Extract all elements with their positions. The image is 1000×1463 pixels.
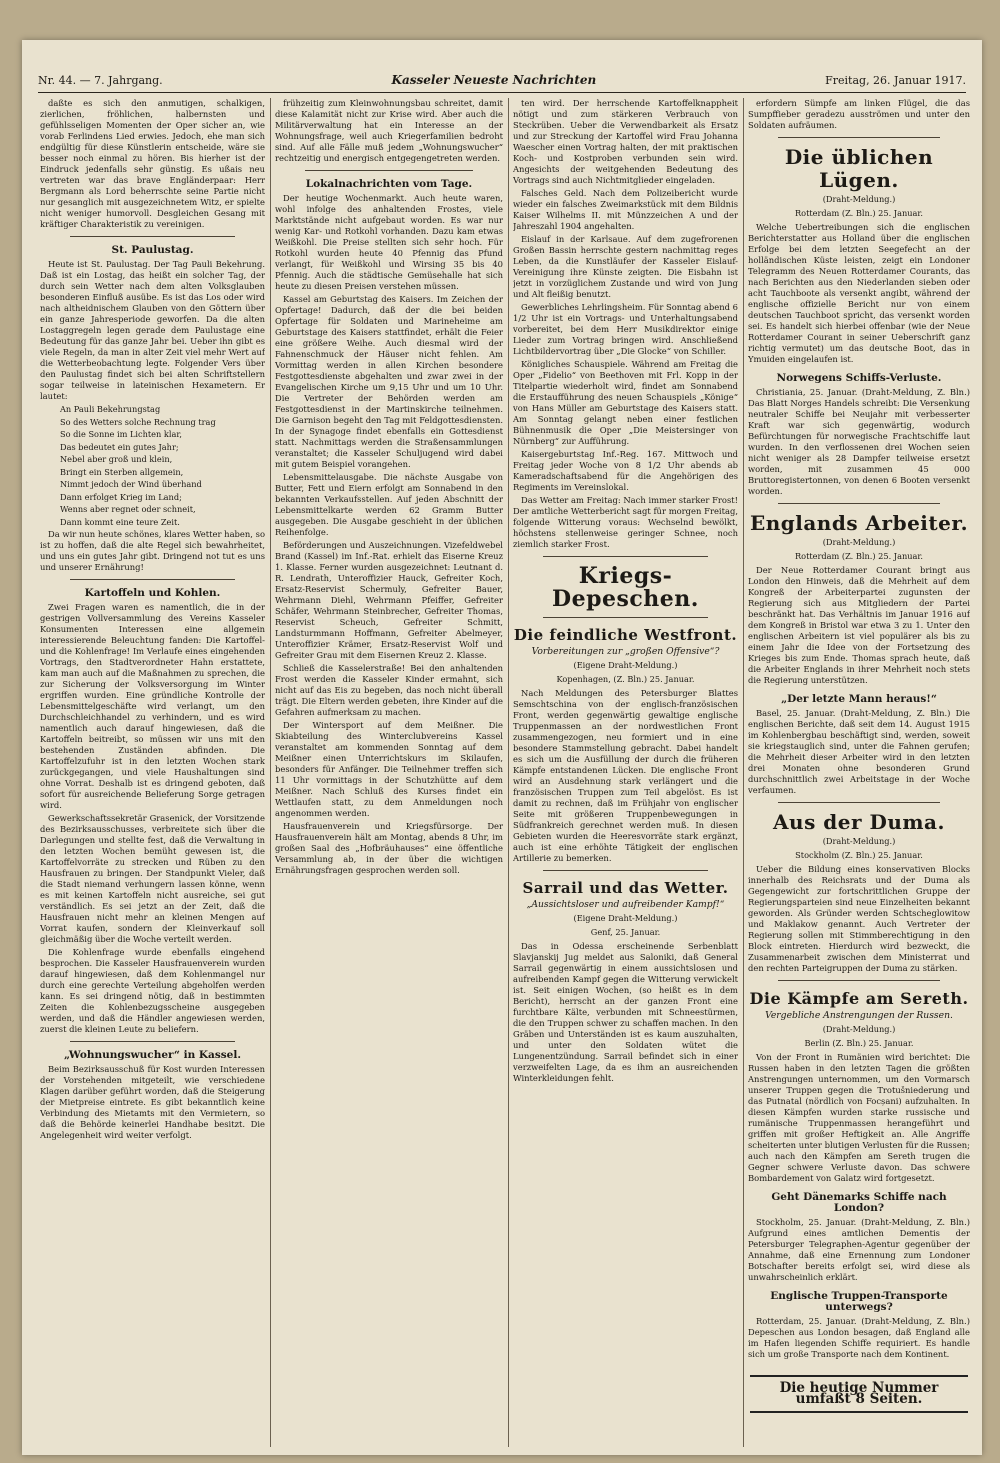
separator: [778, 802, 940, 803]
wire-note: (Eigene Draht-Meldung.): [573, 913, 678, 923]
article-text: Da wir nun heute schönes, klares Wetter haben, so ist zu hoffen, daß die alte Regel sich bewahrheitet, und uns ein gutes Jahr gibt. Dringend not tut es uns und unserer Ernährung!: [40, 529, 265, 572]
poem-line: So die Sonne im Lichten klar,: [60, 429, 182, 439]
dateline: Kopenhagen, (Z. Bln.) 25. Januar.: [556, 674, 695, 684]
article-text: Der Neue Rotterdamer Courant bringt aus London den Hinweis, daß die Mehrheit auf dem Kongreß der Arbeiterpartei zugunsten der Regierung sich aus Mitgliedern der Partei beschränkt hat. Das Verhältnis im Januar 1916 auf dem Kongreß in Bristol war etwa 3 zu 1. Unter den englischen Arbeitern ist viel populärer als bis zu einem Jahr die Idee von der Fortsetzung des Krieges bis zum Ende. Thomas sprach heute, daß die Arbeiter Englands in ihrer Mehrheit noch stets die Regierung unterstützen.: [748, 565, 970, 685]
article-text: Kaisergeburtstag Inf.-Reg. 167. Mittwoch und Freitag jeder Woche von 8 1/2 Uhr abends ab Kameradschaftsabend für die Angehörigen des Regiments im Vereinslokal.: [513, 449, 738, 492]
banner-kriegs-depeschen: Kriegs-Depeschen.: [552, 563, 699, 612]
headline-sarrail: Sarrail und das Wetter.: [522, 879, 729, 897]
article-text: Gewerbliches Lehrlingsheim. Für Sonntag abend 6 1/2 Uhr ist ein Vortrags- und Unterhaltungsabend vorbereitet, bei dem Herr Musikdirektor einige Lieder zum Vortrag bringen wird. Anschließend Lichtbildervortrag über „Die Glocke“ von Schiller.: [513, 302, 738, 356]
wire-note: (Draht-Meldung.): [822, 194, 896, 204]
article-text: Beim Bezirksausschuß für Kost wurden Interessen der Vorstehenden mitgeteilt, wie verschiedene Klagen darüber geführt worden, daß die Steigerung der Mietpreise eintrete. Es gibt bekanntlich keine Verbindung des Mietamts mit den Vermietern, so daß die Behörde keinerlei Handhabe besitzt. Die Angelegenheit wird weiter verfolgt.: [40, 1064, 265, 1140]
page-header: [38, 68, 966, 93]
article-text: Gewerkschaftssekretär Grasenick, der Vorsitzende des Bezirksausschusses, verbreitete sich über die Darlegungen und stellte fest, daß die Verwaltung in den letzten Wochen bemüht gewesen ist, die Kartoffelvorräte zu strecken und Rüben zu den Hausfrauen zu bringen. Der Standpunkt Vieler, daß die Stadt niemand verhungern lassen könne, wenn es mit keinen Kartoffeln nicht ausreiche, sei gut verständlich. Es sei jetzt an der Zeit, daß die Hausfrauen nicht mehr an kleinen Mengen auf Vorrat kaufen, sondern der Kleinverkauf soll gleichmäßig über die Woche verteilt werden.: [40, 813, 265, 944]
article-text: Rotterdam, 25. Januar. (Draht-Meldung, Z. Bln.) Depeschen aus London besagen, daß England alle im Hafen liegenden Schiffe requiriert. Es handle sich um große Transporte nach dem Kontinent.: [748, 1316, 970, 1359]
dateline: Genf, 25. Januar.: [590, 927, 661, 937]
headline-kartoffeln: Kartoffeln und Kohlen.: [84, 587, 221, 599]
article-text: Zwei Fragen waren es namentlich, die in der gestrigen Vollversammlung des Vereins Kasseler Konsumenten Interessen eine allgemein interessierende Beleuchtung fanden: Die Kartoffel- und die Kohlenfrage! Im Verlaufe eines eingehenden Vortrags, den Stadtverordneter Hahn erstattete, kam man auch auf die Maßnahmen zu sprechen, die zur Sicherung der Volksversorgung im Winter ergriffen wurden. Eine gründliche Kontrolle der Lebensmittelgeschäfte wird verlangt, um den Durchschleichhandel zu verhindern, und es wird namentlich auch darauf hingewiesen, daß die Kartoffeln beitreibt, so müssen wir uns mit den bestehenden Zuständen abfinden. Die Kartoffelzufuhr ist in den letzten Wochen stark zurückgegangen, und viele Haushaltungen sind ohne Vorrat. Deshalb ist es dringend geboten, daß sofort für ausreichende Belieferung Sorge getragen wird.: [40, 602, 265, 810]
dateline: Rotterdam (Z. Bln.) 25. Januar.: [794, 208, 923, 218]
issue-number: Nr. 44. — 7. Jahrgang.: [38, 73, 163, 87]
article-text: Hausfrauenverein und Kriegsfürsorge. Der Hausfrauenverein hält am Montag, abends 8 Uhr, im großen Saal des „Hofbräuhauses“ eine öffentliche Versammlung ab, in der über die wichtigen Ernährungsfragen gesprochen werden soll.: [275, 821, 503, 875]
article-text: Falsches Geld. Nach dem Polizeibericht wurde wieder ein falsches Zweimarkstück mit dem Bildnis Kaiser Wilhelms II. mit Münzzeichen A und der Jahreszahl 1904 angehalten.: [513, 188, 738, 231]
article-text: Lebensmittelausgabe. Die nächste Ausgabe von Butter, Fett und Eiern erfolgt am Sonnabend in den bekannten Verkaufsstellen. Auf jeden Abschnitt der Lebensmittelkarte werden 62 Gramm Butter ausgegeben. Die Ausgabe geschieht in der üblichen Reihenfolge.: [275, 472, 503, 537]
dateline: Rotterdam (Z. Bln.) 25. Januar.: [794, 551, 923, 561]
article-text: Nach Meldungen des Petersburger Blattes Semschtschina von der englisch-französischen Front, werden gegenwärtig gewaltige englische Truppenmassen an der nordwestlichen Front zusammengezogen, neu formiert und in eine besondere Stammstellung gebracht. Dabei handelt es sich um die Ausfüllung der durch die früheren Kämpfe entstandenen Lücken. Die englische Front wird an Ausdehnung stark verlängert und die französischen Truppen zum Teil abgelöst. Es ist damit zu rechnen, daß im Frühjahr von englischer Seite mit größeren Truppenbewegungen in Südfrankreich gerechnet werden muß. In diesen Gebieten wurden die Heeresvorräte stark ergänzt, auch ist eine erhöhte Tätigkeit der englischen Artillerie zu bemerken.: [513, 688, 738, 863]
poem-line: So des Wetters solche Rechnung trag: [60, 416, 216, 427]
article-text: Das in Odessa erscheinende Serbenblatt Slavjanskij Jug meldet aus Saloniki, daß General Sarrail gegenwärtig in einem aussichtslosen und aufreibenden Kampf gegen die Witterung verwickelt ist. Seit einigen Wochen, (so heißt es in dem Bericht), herrscht an der ganzen Front eine furchtbare Kälte, verbunden mit Schneestürmen, die den Truppen schwer zu schaffen machen. In den Gräben und Unterständen ist es kaum auszuhalten, und unter den Soldaten wütet die Lungenentzündung. Sarrail befindet sich in einer verzweifelten Lage, da es ihm an ausreichenden Winterkleidungen fehlt.: [513, 941, 738, 1083]
wire-note: (Eigene Draht-Meldung.): [573, 660, 678, 670]
poem-line: An Pauli Bekehrungstag: [60, 404, 161, 414]
headline-letzte-mann: „Der letzte Mann heraus!“: [781, 693, 937, 705]
article-text: Der heutige Wochenmarkt. Auch heute waren, wohl infolge des anhaltenden Frostes, viele Marktstände nicht aufgebaut worden. Es war nur wenig Kar- und Rotkohl vorhanden. Dazu kam etwas Weißkohl. Die Preise stellten sich sehr hoch. Für Rotkohl wurden heute 40 Pfennig das Pfund verlangt, für Weißkohl und Wirsing 35 bis 40 Pfennig. Auch die städtische Gemüsehalle hat sich heute zu diesen Preisen verstehen müssen.: [275, 193, 503, 291]
issue-date: Freitag, 26. Januar 1917.: [825, 73, 966, 87]
dateline: Stockholm (Z. Bln.) 25. Januar.: [795, 850, 923, 860]
poem-line: Dann erfolget Krieg im Land;: [60, 491, 182, 502]
article-text: Schließ die Kasselerstraße! Bei den anhaltenden Frost werden die Kasseler Kinder ermahnt, sich nicht auf das Eis zu begeben, das noch nicht überall trägt. Die Eltern werden gebeten, ihre Kinder auf die Gefahren aufmerksam zu machen.: [275, 663, 503, 717]
headline-paulustag: St. Paulustag.: [111, 244, 194, 256]
headline-wohnungswucher: „Wohnungswucher“ in Kassel.: [64, 1049, 241, 1061]
headline-luegen: Die üblichen Lügen.: [784, 145, 934, 192]
separator: [778, 503, 940, 504]
separator: [778, 980, 940, 981]
poem-line: Das bedeutet ein gutes Jahr;: [60, 441, 179, 452]
poem-line: Dann kommt eine teure Zeit.: [60, 516, 180, 527]
separator: [70, 236, 235, 237]
column-1: [40, 98, 265, 1447]
poem-line: Wenns aber regnet oder schneit,: [60, 504, 196, 514]
wire-note: (Draht-Meldung.): [822, 537, 896, 547]
subheadline: Vergebliche Anstrengungen der Russen.: [765, 1010, 953, 1021]
subheadline: Vorbereitungen zur „großen Offensive“?: [531, 646, 720, 657]
poem-line: Nebel aber groß und klein,: [60, 454, 173, 464]
headline-duma: Aus der Duma.: [773, 810, 945, 834]
separator: [778, 137, 940, 138]
article-text: Der Wintersport auf dem Meißner. Die Skiabteilung des Winterclubvereins Kassel veranstaltet am kommenden Sonntag auf dem Meißner einen Unterrichtskurs im Skilaufen, besonders für Anfänger. Die Teilnehmer treffen sich 11 Uhr vormittags in der Schutzhütte auf dem Meißner. Nach Schluß des Kurses findet ein Wettlaufen statt, zu dem Anmeldungen noch angenommen werden.: [275, 720, 503, 818]
separator: [543, 617, 708, 618]
article-text: Beförderungen und Auszeichnungen. Vizefeldwebel Brand (Kassel) im Inf.-Rat. erhielt das Eiserne Kreuz 1. Klasse. Ferner wurden ausgezeichnet: Leutnant d. R. Lendrath, Unteroffizier Hauck, Gefreiter Koch, Ersatz-Reservist Schermuly, Gefreiter Bauer, Wehrmann Diehl, Wehrmann Pfeiffer, Gefreiter Schäfer, Wehrmann Steinbrecher, Gefreiter Thomas, Reservist Scheuch, Gefreiter Schmitt, Landsturmmann Hoffmann, Gefreiter Abelmeyer, Unteroffizier Krämer, Ersatz-Reservist Wolf und Gefreiter Grau mit dem Eisernen Kreuz 2. Klasse.: [275, 540, 503, 660]
column-3: [513, 98, 738, 1447]
separator: [543, 870, 708, 871]
headline-schiffe: Geht Dänemarks Schiffe nach London?: [771, 1191, 947, 1214]
page-count-notice: Die heutige Nummer umfaßt 8 Seiten.: [750, 1375, 968, 1413]
article-text: Von der Front in Rumänien wird berichtet: Die Russen haben in den letzten Tagen die größten Anstrengungen unternommen, um den Vormarsch unserer Truppen gegen die Trotušniederung und das Putnatal (nördlich von Focșani) aufzuhalten. In diesen Kämpfen wurden starke russische und rumänische Truppenmassen herangeführt und griffen mit großer Heftigkeit an. Alle Angriffe scheiterten unter blutigen Verlusten für die Russen; auch nach den Kämpfen am Sereth trugen die Gegner schwere Verluste davon. Das schwere Bombardement von Galatz wird fortgesetzt.: [748, 1052, 970, 1183]
column-4: [748, 98, 970, 1447]
column-rule: [743, 98, 744, 1447]
headline-lokalnachrichten: Lokalnachrichten vom Tage.: [305, 178, 473, 190]
newspaper-page: [22, 40, 982, 1455]
poem-line: Nimmt jedoch der Wind überhand: [60, 479, 202, 489]
headline-westfront: Die feindliche Westfront.: [513, 626, 738, 644]
headline-transporte: Englische Truppen-Transporte unterwegs?: [770, 1290, 948, 1313]
separator: [543, 556, 708, 557]
article-text: ten wird. Der herrschende Kartoffelknappheit nötigt und zum stärkeren Verbrauch von Steckrüben. Ueber die Verwendbarkeit als Ersatz und zur Streckung der Kartoffel wird Frau Johanna Waescher einen Vortrag halten, der mit praktischen Koch- und Kostproben verbunden sein wird. Angesichts der weitgehenden Bedeutung des Vortrags sind auch Nichtmitglieder eingeladen.: [513, 98, 738, 185]
article-text: Ueber die Bildung eines konservativen Blocks innerhalb des Reichsrats und der Duma als Gegengewicht zur fortschrittlichen Gruppe der Regierungsparteien sind neue Einzelheiten bekannt geworden. Als Gründer werden Schtscheglowitow und Maklakow genannt. Auch Vertreter der Regierung sollen mit Stimmberechtigung in den Block eintreten. Hierdurch wird bezweckt, die Zusammenarbeit zwischen dem Ministerrat und den rechten Parteigruppen der Duma zu stärken.: [748, 864, 970, 973]
dateline: Berlin (Z. Bln.) 25. Januar.: [804, 1038, 914, 1048]
separator: [305, 170, 473, 171]
headline-sereth: Die Kämpfe am Sereth.: [749, 989, 969, 1008]
separator: [70, 1041, 235, 1042]
column-rule: [270, 98, 271, 1447]
column-2: [275, 98, 503, 1447]
wire-note: (Draht-Meldung.): [822, 836, 896, 846]
poem-line: Bringt ein Sterben allgemein,: [60, 466, 184, 477]
article-text: Das Wetter am Freitag: Nach immer starker Frost! Der amtliche Wetterbericht sagt für morgen Freitag, folgende Witterung voraus: Wechselnd bewölkt, höchstens stellenweise geringer Schnee, noch ziemlich starker Frost.: [513, 495, 738, 549]
article-text: Eislauf in der Karlsaue. Auf dem zugefrorenen Großen Bassin herrschte gestern nachmittag reges Leben, da die Kunstläufer der Kasseler Eislauf-Vereinigung ihre Künste zeigten. Die Eisbahn ist jetzt in vorzüglichem Zustande und wird von Jung und Alt fleißig benutzt.: [513, 234, 738, 299]
article-text: Königliches Schauspiele. Während am Freitag die Oper „Fidelio“ von Beethoven mit Frl. Kopp in der Titelpartie wiederholt wird, findet am Sonnabend die Erstaufführung des neuen Schauspiels „Könige“ von Hans Müller am Geburtstage des Kaisers statt. Am Sonntag gelangt neben einer festlichen Bühnenmusik die Oper „Die Meistersinger von Nürnberg“ zur Aufführung.: [513, 359, 738, 446]
article-text: Die Kohlenfrage wurde ebenfalls eingehend besprochen. Die Kasseler Hausfrauenverein wurden darauf hingewiesen, daß dem Kohlenmangel nur durch eine gerechte Verteilung abgeholfen werden kann. Es sei dringend nötig, daß in bestimmten Zeiten die Kohlenbezugsscheine ausgegeben werden, und daß die Händler angewiesen werden, zuerst die kleinen Leute zu beliefern.: [40, 947, 265, 1034]
article-text: Basel, 25. Januar. (Draht-Meldung, Z. Bln.) Die englischen Berichte, daß seit dem 14. August 1915 im Kohlenbergbau beschäftigt sind, werden, soweit sie kriegstauglich sind, unter die Fahnen gerufen; die Mehrheit dieser Arbeiter wird in den letzten drei Monaten ohne besonderen Grund durchschnittlich zwei Arbeitstage in der Woche verfaumen.: [748, 708, 970, 795]
headline-norwegen: Norwegens Schiffs-Verluste.: [776, 372, 942, 384]
article-text: Heute ist St. Paulustag. Der Tag Pauli Bekehrung. Daß ist ein Lostag, das heißt ein solcher Tag, der durch sein Wetter nach dem alten Volksglauben besonderen Einfluß ausübe. Es ist das Los oder wird nach altheidnischem Glauben von den Göttern über ein ganze Jahresperiode geworfen. Da die alten Lostaggregeln legen gerade dem Paulustage eine Bedeutung für das ganze Jahr bei. Ueber ihn gibt es viele Regeln, da man in alter Zeit viel mehr Wert auf die Wetterbeobachtung legte. Folgender Vers über den Paulustag findet sich bei alten Schriftstellern sogar teilweise in lateinischen Hexametern. Er lautet:: [40, 259, 265, 401]
subheadline: „Aussichtsloser und aufreibender Kampf!“: [526, 899, 725, 910]
column-rule: [508, 98, 509, 1447]
headline-arbeiter: Englands Arbeiter.: [749, 511, 969, 535]
article-text: Welche Uebertreibungen sich die englischen Berichterstatter aus Holland über die englischen Erfolge bei dem letzten Seegefecht an der holländischen Küste leisten, zeigt ein Londoner Telegramm des Neuen Rotterdamer Courants, das nach Berichten aus den Niederlanden sieben oder acht Tauchboote als versenkt angibt, während der englische offizielle Bericht nur von einem deutschen Tauchboot spricht, das versenkt worden sei. Es handelt sich hierbei offenbar (wie der Neue Rotterdamer Courant in seiner Ueberschrift ganz richtig vermutet) um das deutsche Boot, das in Ymuiden eingelaufen ist.: [748, 222, 970, 364]
article-text: Christiania, 25. Januar. (Draht-Meldung, Z. Bln.) Das Blatt Norges Handels schreibt: Die Versenkung neutraler Schiffe bei Neujahr mit verbesserter Kraft war sich gegenwärtig, wodurch Befürchtungen für norwegische Frachtschiffe laut wurden. In den verflossenen drei Wochen seien nicht weniger als 28 Dampfer teilweise ersetzt worden, mit zusammen 45 000 Bruttoregistertonnen, von denen 6 Booten versenkt worden.: [748, 387, 970, 496]
masthead: Kasseler Neueste Nachrichten: [391, 73, 597, 87]
article-text: erfordern Sümpfe am linken Flügel, die das Sumpffieber geradezu ausströmen und unter den Soldaten aufräumen.: [748, 98, 970, 130]
article-text: Stockholm, 25. Januar. (Draht-Meldung, Z. Bln.) Aufgrund eines amtlichen Dementis der Petersburger Telegraphen-Agentur gegenüber der Annahme, daß eine Ernennung zum Londoner Botschafter bereits erfolgt sei, wird diese als unwahrscheinlich erklärt.: [748, 1217, 970, 1282]
article-text: frühzeitig zum Kleinwohnungsbau schreitet, damit diese Kalamität nicht zur Krise wird. Aber auch die Militärverwaltung hat ein Interesse an der Wohnungsfrage, weil auch Kriegerfamilien bedroht sind. Auf alle Fälle muß jedem „Wohnungswucher“ rechtzeitig und energisch entgegengetreten werden.: [275, 98, 503, 163]
article-text: Kassel am Geburtstag des Kaisers. Im Zeichen der Opfertage! Dadurch, daß der die bei beiden Opfertage für Soldaten und Marineheime am Geburtstage des Kaisers stattfindet, erhält die Feier eine größere Weihe. Auch diesmal wird der Fahnenschmuck der Häuser nicht fehlen. Am Vormittag werden in allen Kirchen besondere Festgottesdienste abgehalten und zwar zwei in der Evangelischen Kirche um 9,15 Uhr und um 10 Uhr. Die Vertreter der Behörden werden am Festgottesdienst in der Martinskirche teilnehmen. Die Garnison begeht den Tag mit Feldgottesdiensten. In der Synagoge findet ebenfalls ein Gottesdienst statt. Nachmittags werden die Straßensammlungen veranstaltet; die Kasseler Schuljugend wird dabei mit gutem Beispiel vorangehen.: [275, 294, 503, 469]
article-text: daßte es sich den anmutigen, schalkigen, zierlichen, fröhlichen, halbernsten und gefühlsseligen Momenten der Oper sicher an, wie vorab Ferlindens Lied erwies. Jedoch, ehe man sich endgültig für diese Künstlerin entscheide, wäre sie besser noch einmal zu hören. Bis hierher ist der Eindruck jedenfalls sehr günstig. Es ußais neu vertreten war das brave Engländerpaar: Herr Bergmann als Lord beherrschte seine Partie nicht nur gesanglich mit ausgezeichnetem Witz, er spielte nicht weniger humorvoll. Desgleichen Gesang mit kräftiger Charakteristik zu vereinigen.: [40, 98, 265, 229]
separator: [70, 579, 235, 580]
wire-note: (Draht-Meldung.): [822, 1024, 896, 1034]
